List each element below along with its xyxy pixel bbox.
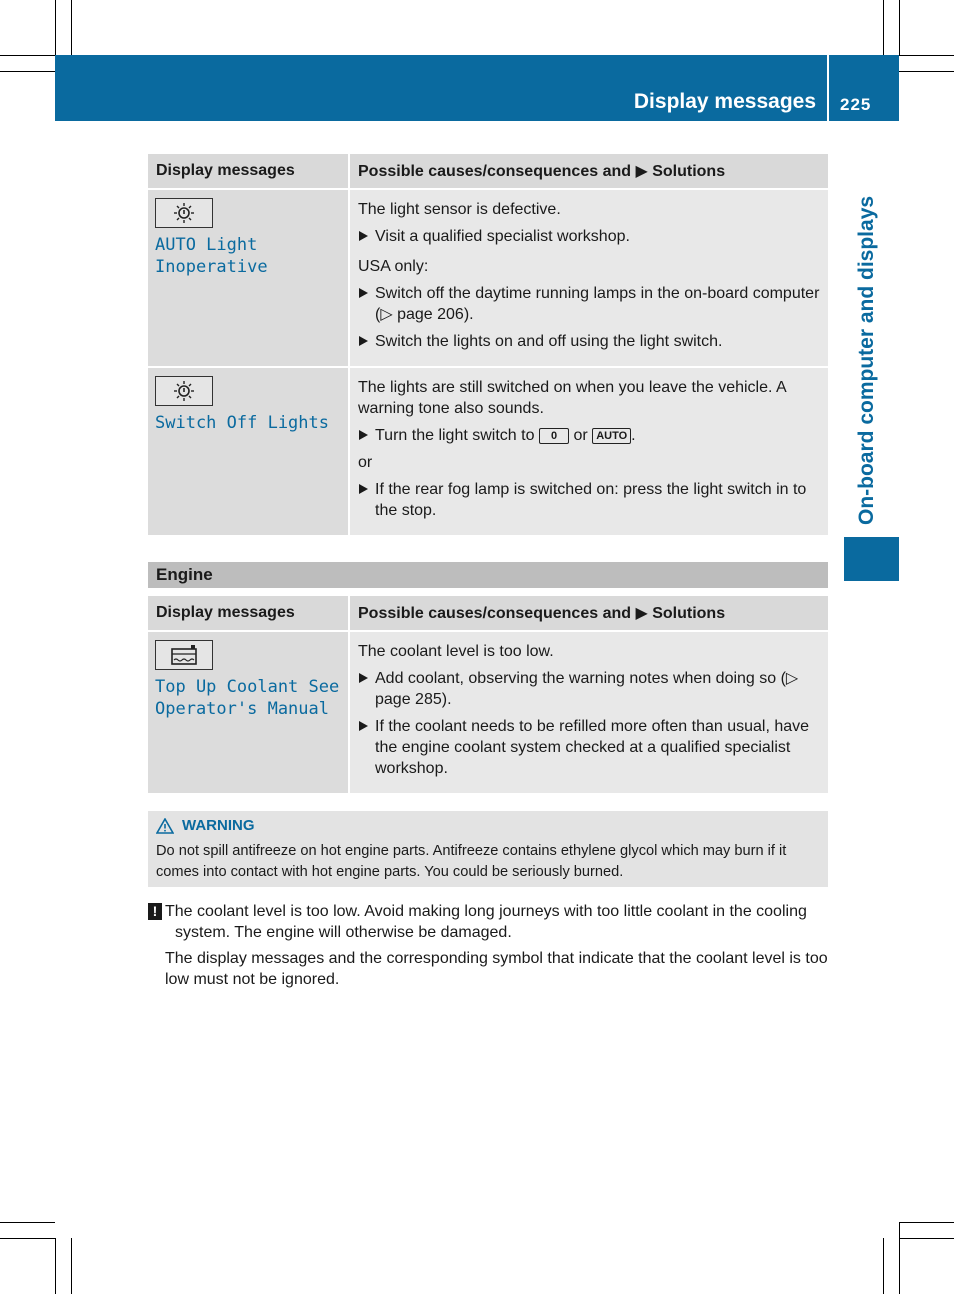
column-header-display-messages: Display messages — [148, 154, 349, 189]
section-heading-bar — [148, 562, 828, 588]
cause-text: The lights are still switched on when you leave the vehicle. A warning tone also sounds. — [358, 379, 786, 417]
note-text: The coolant level is too low. Avoid making long journeys with too little coolant in the cooling system. The engine will otherwise be damaged. — [165, 903, 807, 941]
note-paragraph — [148, 901, 830, 943]
crop-mark — [55, 1238, 56, 1294]
warning-text: Do not spill antifreeze on hot engine parts. Antifreeze contains ethylene glycol which may burn if it comes into contact with hot engine parts. You could be seriously burned. — [156, 843, 787, 880]
column-header-display-messages: Display messages — [148, 596, 349, 631]
light-switch-zero-icon: 0 — [539, 428, 569, 444]
crop-mark — [0, 1222, 55, 1223]
header-divider — [827, 55, 829, 121]
chapter-tab — [844, 537, 899, 581]
solution-step: If the coolant needs to be refilled more often than usual, have the engine coolant system checked at a qualified specialist workshop. — [358, 716, 820, 779]
warning-box — [148, 811, 828, 887]
solution-step: Switch the lights on and off using the light switch. — [358, 331, 820, 352]
light-bulb-icon — [155, 376, 213, 406]
cause-text: The light sensor is defective. — [358, 201, 561, 218]
solution-step: Add coolant, observing the warning notes when doing so (▷ page 285). — [358, 668, 820, 710]
light-switch-auto-icon: AUTO — [592, 428, 631, 444]
cause-text: The coolant level is too low. — [358, 643, 554, 660]
display-message-text: Top Up Coolant See Operator's Manual — [155, 677, 340, 719]
crop-mark — [0, 55, 55, 56]
display-message-text: AUTO Light Inoperative — [155, 235, 268, 277]
light-bulb-icon — [155, 198, 213, 228]
crop-mark — [899, 55, 954, 56]
warning-title: WARNING — [182, 817, 255, 834]
table-row — [148, 631, 828, 793]
page-number: 225 — [840, 95, 872, 114]
crop-mark — [899, 1222, 900, 1294]
table-row — [148, 189, 828, 367]
warning-triangle-icon — [156, 818, 174, 834]
page-title: Display messages — [633, 90, 816, 113]
crop-mark — [883, 0, 884, 55]
triangle-right-icon: ▶ — [635, 163, 648, 180]
chapter-label: On-board computer and displays — [855, 195, 878, 525]
crop-mark — [899, 0, 900, 55]
lights-messages-table — [148, 154, 828, 535]
solution-step: Turn the light switch to 0 or AUTO . — [358, 425, 820, 446]
engine-messages-table — [148, 596, 828, 793]
crop-mark — [0, 71, 55, 72]
crop-mark — [0, 1238, 55, 1239]
cause-text: USA only: — [358, 258, 429, 275]
crop-mark — [71, 1238, 72, 1294]
note-text-secondary: The display messages and the corresponding symbol that indicate that the coolant level is too low must not be ignored. — [165, 950, 828, 988]
exclamation-icon: ! — [148, 903, 162, 920]
crop-mark — [899, 1222, 954, 1223]
table-row — [148, 367, 828, 535]
solution-step: Switch off the daytime running lamps in the on-board computer (▷ page 206). — [358, 283, 820, 325]
crop-mark — [55, 0, 56, 55]
triangle-right-icon: ▶ — [635, 605, 648, 622]
section-heading: Engine — [156, 565, 213, 584]
display-message-text: Switch Off Lights — [155, 413, 329, 433]
crop-mark — [899, 1238, 954, 1239]
crop-mark — [883, 1238, 884, 1294]
column-header-causes-solutions: Possible causes/consequences and ▶ Solutions — [349, 596, 828, 631]
solution-step: If the rear fog lamp is switched on: press the light switch in to the stop. — [358, 479, 820, 521]
cause-text: or — [358, 454, 373, 471]
column-header-causes-solutions: Possible causes/consequences and ▶ Solutions — [349, 154, 828, 189]
crop-mark — [71, 0, 72, 55]
crop-mark — [899, 71, 954, 72]
coolant-icon — [155, 640, 213, 670]
solution-step: Visit a qualified specialist workshop. — [358, 226, 820, 247]
